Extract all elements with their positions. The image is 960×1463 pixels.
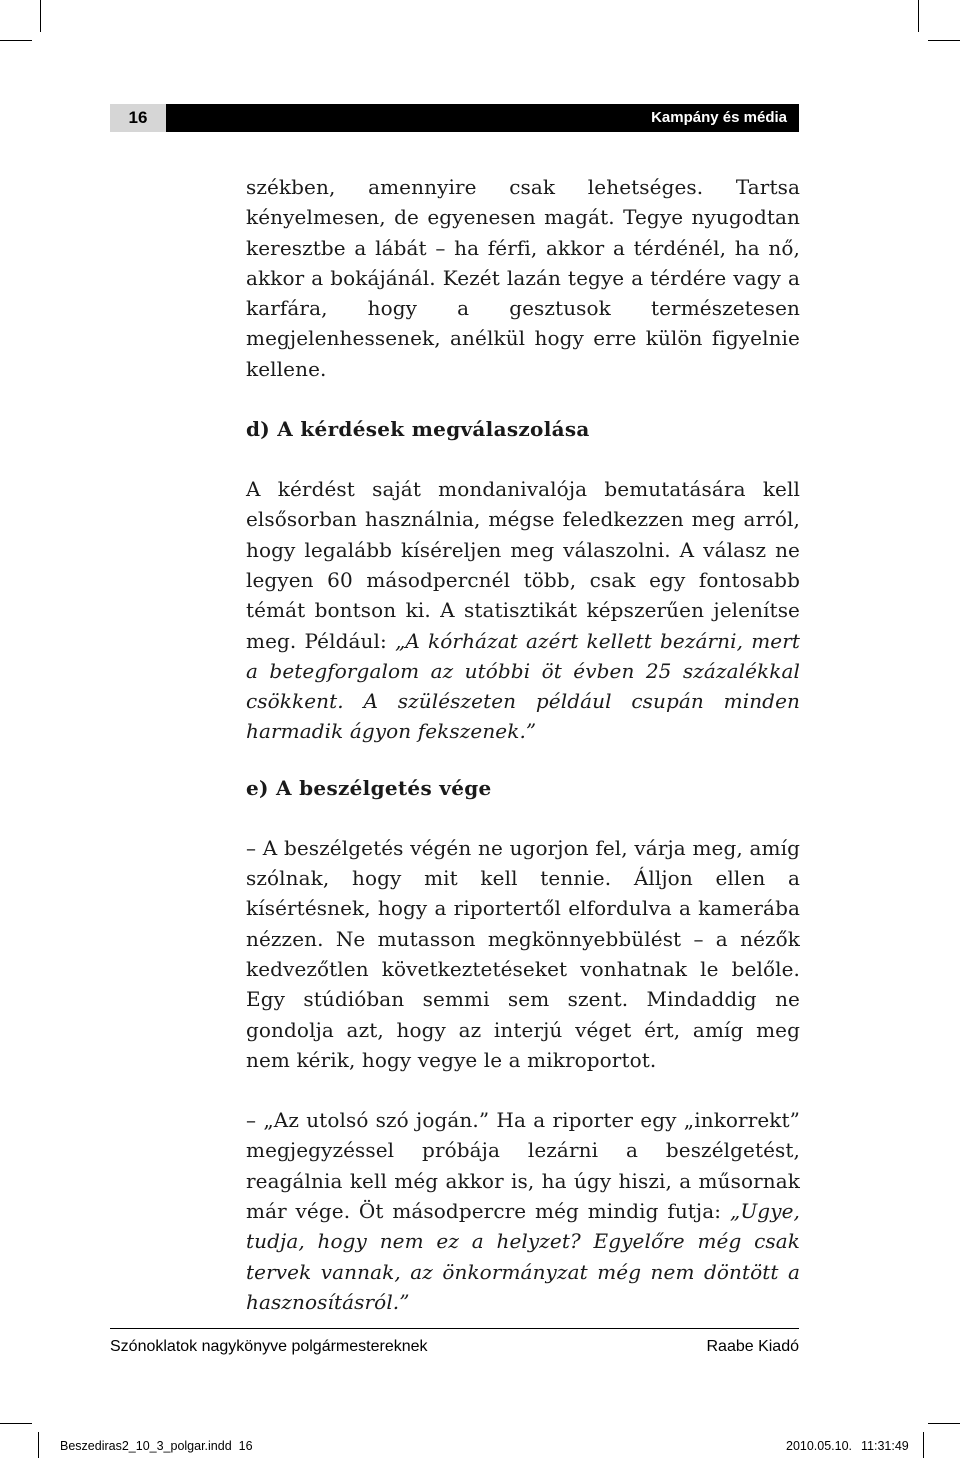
paragraph-answering-example: „A kórházat azért kellett bezárni, mert a betegforgalom az utóbbi öt évben 25 százalékkal csökkent. A szülészeten például csupán minden harmadik ágyon fekszenek.” <box>246 628 801 744</box>
paragraph-end-2-text: – „Az utolsó szó jogán.” Ha a riporter egy „inkorrekt” megjegyzéssel próbája lezárni a beszélgetést, reagálnia kell még akkor is, ha úgy hiszi, a műsornak már vége. Öt másodpercre még mindig futja: <box>246 1108 800 1224</box>
crop-mark <box>0 40 32 41</box>
crop-mark <box>0 1423 32 1424</box>
footer-publisher: Raabe Kiadó <box>706 1338 799 1355</box>
crop-mark <box>928 40 960 41</box>
page-header <box>110 104 799 132</box>
page-number: 16 <box>110 104 166 132</box>
slug-date: 2010.05.10. <box>786 1439 853 1453</box>
running-head: Kampány és média <box>651 109 787 126</box>
paragraph-answering <box>246 474 800 747</box>
paragraph-end-2 <box>246 1105 800 1317</box>
paragraph-intro: székben, amennyire csak lehetséges. Tartsa kényelmesen, de egyenesen magát. Tegye nyugodtan keresztbe a lábát – ha férfi, akkor a térdénél, ha nő, akkor a bokájánál. Kezét lazán tegye a térdére vagy a karfára, hogy a gesztusok természetesen megjelenhessenek, anélkül hogy erre külön figyelnie kellene. <box>246 175 800 381</box>
slug-page: 16 <box>238 1439 253 1453</box>
paragraph-end-2-example: „Ugye, tudja, hogy nem ez a helyzet? Egyelőre még csak tervek vannak, az önkormányzat még nem döntött a hasznosításról.” <box>246 1199 800 1314</box>
crop-mark <box>928 1423 960 1424</box>
crop-mark <box>40 0 41 32</box>
paragraph-answering-text: A kérdést saját mondanivalója bemutatására kell elsősorban használnia, mégse feledkezzen meg arról, hogy legalább kíséreljen meg válaszolni. A válasz ne legyen 60 másodpercnél több, csak egy fontosabb témát bontson ki. A statisztikát képszerűen jelenítse meg. Például: <box>246 477 800 653</box>
slug-filename: Beszediras2_10_3_polgar.indd <box>60 1439 232 1453</box>
footer-book-title: Szónoklatok nagykönyve polgármestereknek <box>110 1338 428 1355</box>
slug-time: 11:31:49 <box>861 1439 909 1453</box>
crop-mark <box>918 0 919 32</box>
page-body <box>246 172 800 1317</box>
footer-rule <box>110 1328 799 1329</box>
slug-file <box>60 1436 253 1456</box>
paragraph-end-1: – A beszélgetés végén ne ugorjon fel, várja meg, amíg szólnak, hogy mit kell tennie. Álljon ellen a kísértésnek, hogy a riportertől elfordulva a kamerába nézzen. Ne mutasson megkönnyebbülést – a nézők kedvezőtlen következtetéseket vonhatnak le belőle. Egy stúdióban semmi sem szent. Mindaddig ne gondolja azt, hogy az interjú véget ért, amíg meg nem kérik, hogy vegye le a mikroportot. <box>246 835 800 1072</box>
heading-end-of-conversation: e) A beszélgetés vége <box>246 775 492 800</box>
heading-answering-questions: d) A kérdések megválaszolása <box>246 417 590 442</box>
